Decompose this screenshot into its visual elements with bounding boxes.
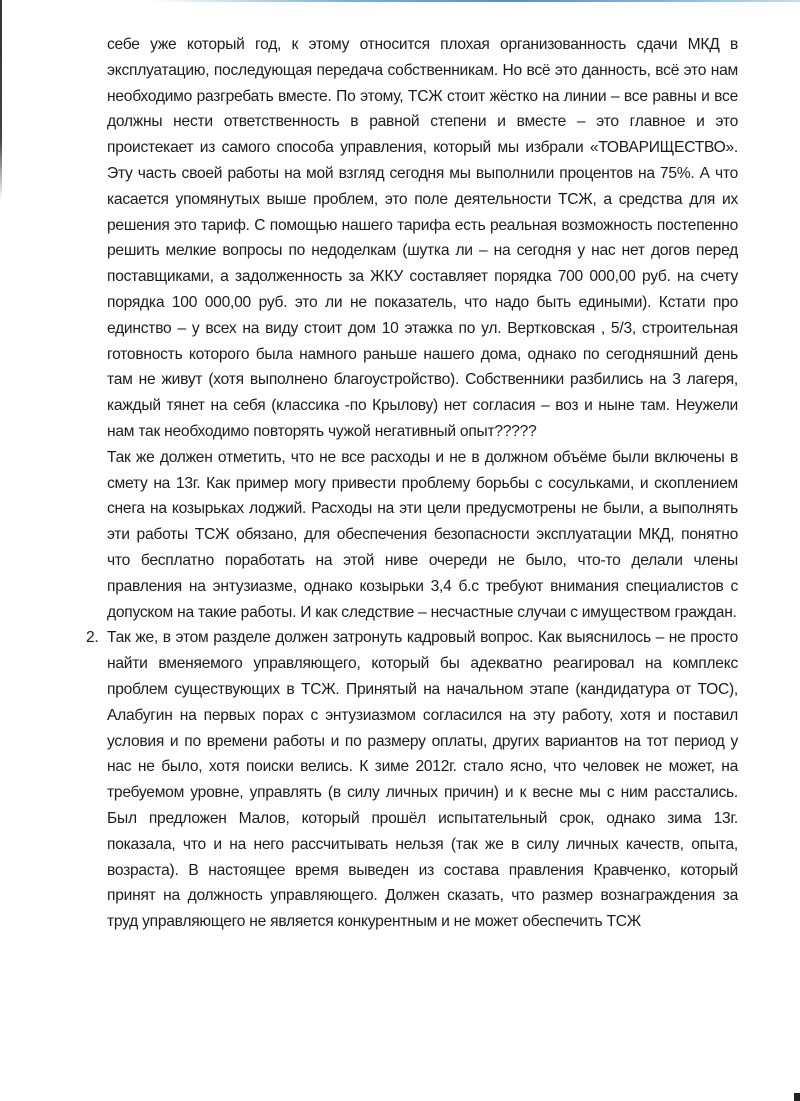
scan-corner-mark [794,1093,800,1101]
list-number: 2. [86,629,99,647]
paragraph-expenses: Так же должен отметить, что не все расходы и не в должном объёме были включены в смету на 13г. Как пример могу привести проблему борьбы с сосульками, и скоплением снега на козырьках лоджий. Расходы на эти цели предусмотрены не были, а выполнять эти работы ТСЖ обязано, для обеспечения безопасности эксплуатации МКД, понятно что бесплатно поработать на этой ниве очереди не было, что-то делали члены правления на энтузиазме, однако козырьки 3,4 б.с требуют внимания специалистов с допуском на такие работы. И как следствие – несчастные случаи с имуществом граждан. [107,448,738,621]
scan-edge-left [0,0,2,200]
list-item-text: Так же, в этом разделе должен затронуть кадровый вопрос. Как выяснилось – не просто найти вменяемого управляющего, который бы адекватно реагировал на комплекс проблем существующих в ТСЖ. Принятый на начальном этапе (кандидатура от ТОС), Алабугин на первых порах с энтузиазмом согласился на эту работу, хотя и поставил условия и по времени работы и по размеру оплаты, других вариантов на тот период у нас не было, хотя поиски велись. К зиме 2012г. стало ясно, что человек не может, на требуемом уровне, управлять (в силу личных причин) и к весне мы с ним расстались. Был предложен Малов, который прошёл испытательный срок, однако зима 13г. показала, что и на него рассчитывать нельзя (так же в силу личных качеств, опыта, возраста). В настоящее время выведен из состава правления Кравченко, который принят на должность управляющего. Должен сказать, что размер вознаграждения за труд управляющего не является конкурентным и не может обеспечить ТСЖ [107,629,738,931]
scan-edge-top [150,0,800,2]
document-page [86,32,738,935]
paragraph-continuation: себе уже который год, к этому относится плохая организованность сдачи МКД в эксплуатацию, последующая передача собственникам. Но всё это данность, всё это нам необходимо разгребать вместе. По этому, ТСЖ стоит жёстко на линии – все равны и все должны нести ответственность в равной степени и вместе – это главное и это проистекает из самого способа управления, который мы избрали «ТОВАРИЩЕСТВО». Эту часть своей работы на мой взгляд сегодня мы выполнили процентов на 75%. А что касается упомянутых выше проблем, это поле деятельности ТСЖ, а средства для их решения это тариф. С помощью нашего тарифа есть реальная возможность постепенно решить мелкие вопросы по недоделкам (шутка ли – на сегодня у нас нет догов перед поставщиками, а задолженность за ЖКУ составляет порядка 700 000,00 руб. на счету порядка 100 000,00 руб. это ли не показатель, что надо быть едиными). Кстати про единство – у всех на виду стоит дом 10 этажка по ул. Вертковская , 5/3, строительная готовность которого была намного раньше нашего дома, однако по сегодняшний день там не живут (хотя выполнено благоустройство). Собственники разбились на 3 лагеря, каждый тянет на себя (классика -по Крылову) нет согласия – воз и ныне там. Неужели нам так необходимо повторять чужой негативный опыт????? [107,36,738,440]
list-item-2 [86,625,738,935]
